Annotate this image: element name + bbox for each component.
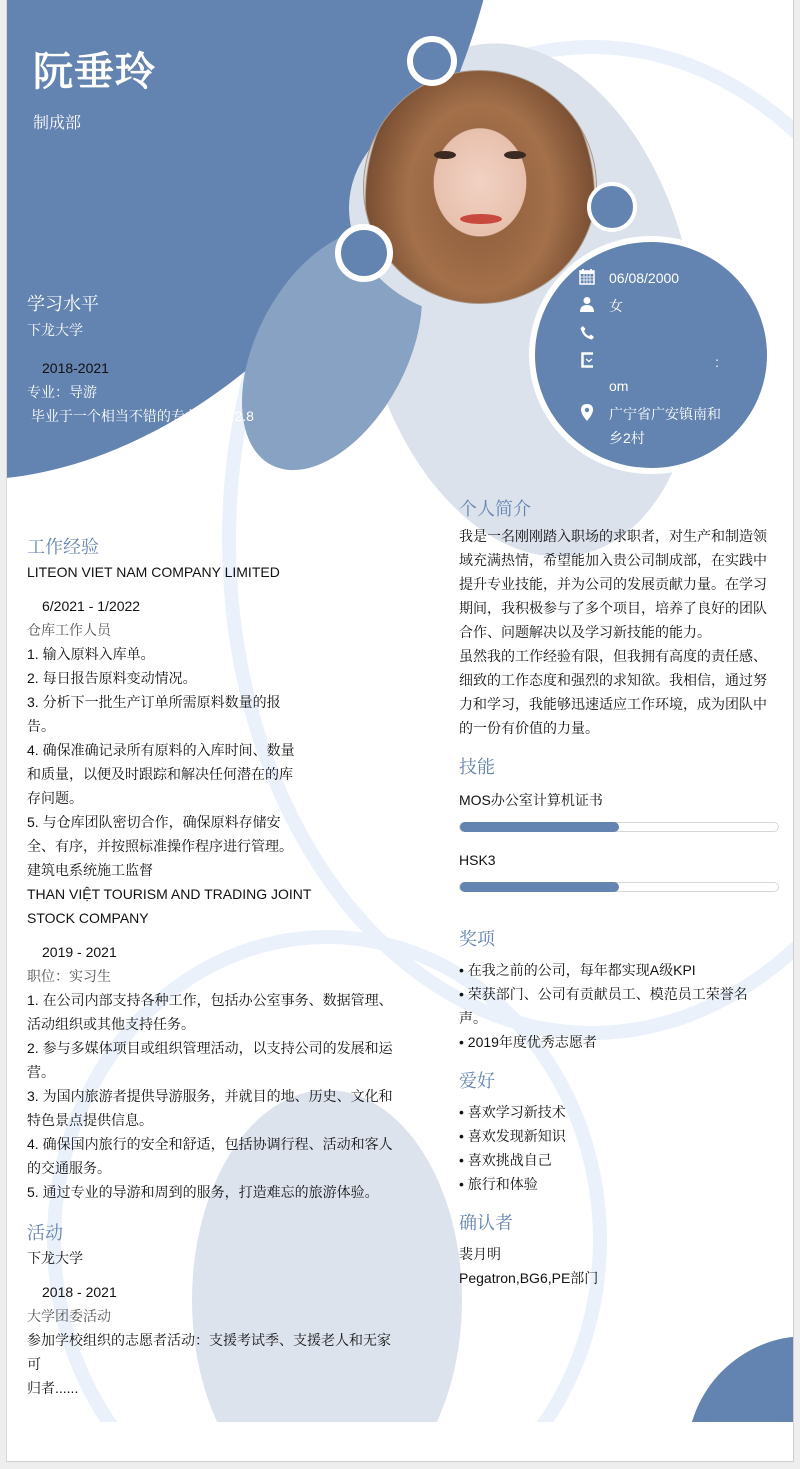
photo-lips (460, 214, 502, 224)
gender-row (577, 294, 729, 318)
hobbies-title: 爱好 (459, 1071, 495, 1091)
education-title: 学习水平 (27, 294, 99, 314)
education-school: 下龙大学 (27, 322, 83, 338)
profile-photo (363, 70, 597, 304)
calendar-icon (577, 266, 597, 286)
right-column (459, 496, 779, 1290)
education-major: 专业：导游 (27, 384, 97, 400)
skill-progress-fill (460, 882, 619, 892)
reference-org: Pegatron,BG6,PE部门 (459, 1270, 599, 1286)
award-item: • 在我之前的公司，每年都实现A级KPI (459, 962, 696, 978)
job-line: 营。 (27, 1064, 55, 1080)
job-date: 6/2021 - 1/2022 (42, 598, 141, 614)
job-line: 3. 分析下一批生产订单所需原料数量的报 (27, 694, 281, 710)
job-line: 的交通服务。 (27, 1160, 111, 1176)
summary-line: 提升专业技能，并为公司的发展贡献力量。在学习 (459, 576, 767, 592)
activity-role: 大学团委活动 (27, 1308, 111, 1324)
skill-name: HSK3 (459, 852, 496, 868)
job-position: 仓库工作人员 (27, 622, 111, 638)
hobbies-list (459, 1100, 779, 1196)
summary-line: 域充满热情，希望能加入贵公司制成部，在实践中 (459, 552, 767, 568)
job-company: THAN VIỆT TOURISM AND TRADING JOINT STOCK COMPANY (27, 886, 312, 926)
summary-line: 力和学习，我能够迅速适应工作环境，成为团队中 (459, 696, 767, 712)
candidate-name: 阮垂玲 (33, 50, 156, 94)
hobby-item: • 旅行和体验 (459, 1176, 538, 1192)
email-line-2: om (609, 378, 629, 394)
page-footer-margin (7, 1422, 794, 1462)
summary-text (459, 524, 779, 740)
work-title: 工作经验 (27, 537, 99, 557)
hobby-item: • 喜欢学习新技术 (459, 1104, 566, 1120)
job-line: 5. 通过专业的导游和周到的服务，打造难忘的旅游体验。 (27, 1184, 379, 1200)
activity-line: 可 (27, 1356, 41, 1372)
activities-title: 活动 (27, 1223, 63, 1243)
hobby-item: • 喜欢发现新知识 (459, 1128, 566, 1144)
address-value: 广宁省广安镇南和乡2村 (609, 406, 721, 446)
job-date: 2019 - 2021 (42, 944, 117, 960)
education-date: 2018-2021 (42, 360, 109, 376)
candidate-department: 制成部 (33, 115, 82, 132)
summary-line: 虽然我的工作经验有限，但我拥有高度的责任感、 (459, 648, 767, 664)
skills-title: 技能 (459, 757, 495, 777)
award-item: • 2019年度优秀志愿者 (459, 1034, 597, 1050)
award-item: 声。 (459, 1010, 487, 1026)
phone-row (577, 322, 729, 342)
email-icon (577, 350, 597, 370)
email-line-1: : (715, 354, 719, 370)
location-icon (577, 402, 597, 422)
job-entry (27, 560, 407, 882)
job-line: 和质量，以便及时跟踪和解决任何潜在的库 (27, 766, 293, 782)
decorative-dot (407, 36, 457, 86)
summary-line: 我是一名刚刚踏入职场的求职者，对生产和制造领 (459, 528, 767, 544)
photo-eye (504, 151, 526, 159)
summary-line: 合作、问题解决以及学习新技能的能力。 (459, 624, 711, 640)
user-icon (577, 294, 597, 314)
education-section (27, 290, 254, 428)
job-line: 1. 在公司内部支持各种工作，包括办公室事务、数据管理、 (27, 992, 393, 1008)
job-line: 2. 每日报告原料变动情况。 (27, 670, 197, 686)
decorative-dot (335, 224, 393, 282)
email-row (577, 350, 729, 398)
photo-eye (434, 151, 456, 159)
job-line: 2. 参与多媒体项目或组织管理活动，以支持公司的发展和运 (27, 1040, 393, 1056)
job-line: 全、有序，并按照标准操作程序进行管理。 (27, 838, 293, 854)
activity-date: 2018 - 2021 (42, 1284, 117, 1300)
address-row (577, 402, 729, 450)
summary-line: 期间，我积极参与了多个项目，培养了良好的团队 (459, 600, 767, 616)
activity-line: 归者...... (27, 1380, 79, 1396)
hobby-item: • 喜欢挑战自己 (459, 1152, 552, 1168)
gender-value: 女 (609, 298, 623, 314)
resume-page (6, 0, 794, 1462)
award-item: • 荣获部门、公司有贡献员工、模范员工荣誉名 (459, 986, 748, 1002)
decorative-dot (587, 182, 637, 232)
job-line: 4. 确保国内旅行的安全和舒适，包括协调行程、活动和客人 (27, 1136, 393, 1152)
summary-line: 的一份有价值的力量。 (459, 720, 599, 736)
birthday-row (577, 266, 729, 290)
education-note: 毕业于一个相当不错的专业,GPA 2.8 (27, 408, 254, 424)
email-value (609, 350, 729, 398)
job-line: 特色景点提供信息。 (27, 1112, 153, 1128)
skill-progress-fill (460, 822, 619, 832)
job-line: 存问题。 (27, 790, 83, 806)
job-entry (27, 882, 407, 1204)
job-line: 活动组织或其他支持任务。 (27, 1016, 195, 1032)
job-company: LITEON VIET NAM COMPANY LIMITED (27, 564, 280, 580)
phone-icon (577, 322, 597, 342)
skill-progress-bar (459, 882, 779, 892)
reference-title: 确认者 (459, 1213, 513, 1233)
activity-org: 下龙大学 (27, 1250, 83, 1266)
job-line: 1. 输入原料入库单。 (27, 646, 155, 662)
awards-title: 奖项 (459, 929, 495, 949)
summary-line: 细致的工作态度和强烈的求知欲。我相信，通过努 (459, 672, 767, 688)
left-column (27, 534, 407, 1400)
job-line: 建筑电系统施工监督 (27, 862, 153, 878)
skill-progress-bar (459, 822, 779, 832)
job-line: 4. 确保准确记录所有原料的入库时间、数量 (27, 742, 295, 758)
job-line: 5. 与仓库团队密切合作，确保原料存储安 (27, 814, 281, 830)
job-line: 3. 为国内旅游者提供导游服务，并就目的地、历史、文化和 (27, 1088, 393, 1104)
activity-line: 参加学校组织的志愿者活动：支援考试季、支援老人和无家 (27, 1332, 391, 1348)
job-position: 职位：实习生 (27, 968, 111, 984)
awards-list (459, 958, 779, 1054)
summary-title: 个人简介 (459, 499, 531, 519)
reference-name: 裴月明 (459, 1246, 501, 1262)
skill-name: MOS办公室计算机证书 (459, 792, 603, 808)
birthday-value: 06/08/2000 (609, 270, 680, 286)
job-line: 告。 (27, 718, 55, 734)
